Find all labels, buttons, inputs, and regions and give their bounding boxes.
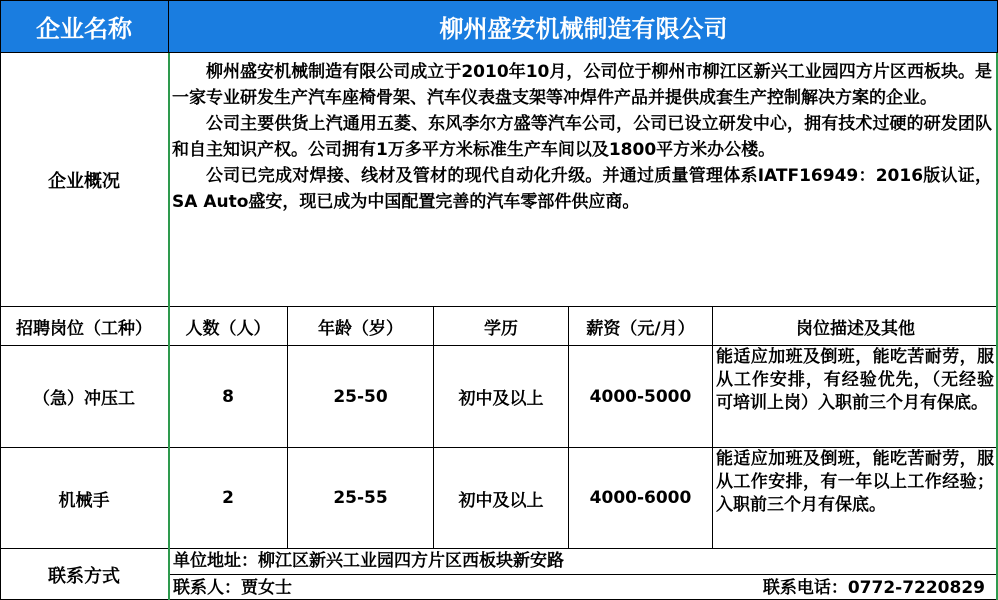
overview-paragraph-2: 公司主要供货上汽通用五菱、东风李尔方盛等汽车公司，公司已设立研发中心，拥有技术过硬的研发团队和自主知识产权。公司拥有1万多平方米标准生产车间以及1800平方米办公楼。	[172, 114, 992, 160]
accent-border-left	[168, 53, 170, 600]
column-header-count: 人数（人）	[185, 318, 271, 339]
contact-address: 单位地址：柳江区新兴工业园四方片区西板块新安路	[173, 551, 564, 571]
row2-age: 25-55	[333, 488, 388, 508]
overview-label: 企业概况	[48, 170, 120, 192]
contact-phone: 联系电话：0772-7220829	[762, 578, 985, 598]
row2-description: 能适应加班及倒班，能吃苦耐劳，服从工作安排，有一年以上工作经验；入职前三个月有保底。	[716, 449, 994, 515]
row1-count: 8	[222, 386, 234, 407]
row2-salary: 4000-6000	[589, 488, 692, 508]
grid-line-top	[0, 0, 998, 1]
row1-age: 25-50	[333, 386, 388, 407]
grid-line-contact-mid	[168, 574, 998, 575]
grid-line-row2-bottom	[0, 548, 998, 549]
row2-count: 2	[222, 488, 234, 508]
company-name-label: 企业名称	[0, 0, 168, 52]
row1-position: （急）冲压工	[33, 389, 135, 409]
column-header-description: 岗位描述及其他	[796, 318, 915, 339]
contact-person: 联系人：贾女士	[173, 578, 292, 598]
grid-line-overview-bottom	[0, 306, 998, 307]
row2-education: 初中及以上	[458, 490, 544, 511]
grid-line-col3	[433, 306, 434, 549]
grid-line-left	[0, 0, 1, 600]
grid-line-header-bottom	[0, 52, 998, 53]
column-header-age: 年龄（岁）	[318, 318, 403, 339]
grid-line-row1-bottom	[0, 447, 998, 448]
row1-description: 能适应加班及倒班，能吃苦耐劳，服从工作安排，有经验优先，（无经验可培训上岗）入职前三个月有保底。	[716, 347, 994, 413]
column-header-salary: 薪资（元/月）	[586, 318, 695, 339]
column-header-position: 招聘岗位（工种）	[16, 318, 152, 339]
overview-paragraph-3: 公司已完成对焊接、线材及管材的现代自动化升级。并通过质量管理体系IATF16949：2016版认证，SA Auto盛安，现已成为中国配置完善的汽车零部件供应商。	[172, 166, 992, 212]
overview-text	[172, 59, 992, 303]
grid-line-col5	[712, 306, 713, 549]
overview-paragraph-1: 柳州盛安机械制造有限公司成立于2010年10月，公司位于柳州市柳江区新兴工业园四方片区西板块。是一家专业研发生产汽车座椅骨架、汽车仪表盘支架等冲焊件产品并提供成套生产控制解决方案的企业。	[172, 62, 992, 108]
column-header-education: 学历	[484, 318, 518, 339]
grid-line-col2	[287, 306, 288, 549]
row1-salary: 4000-5000	[589, 386, 692, 407]
grid-line-col4	[568, 306, 569, 549]
contact-label: 联系方式	[48, 565, 120, 587]
grid-line-colheader-bottom	[0, 345, 998, 346]
company-name-title: 柳州盛安机械制造有限公司	[169, 0, 998, 52]
row1-education: 初中及以上	[458, 389, 544, 409]
row2-position: 机械手	[58, 490, 110, 511]
